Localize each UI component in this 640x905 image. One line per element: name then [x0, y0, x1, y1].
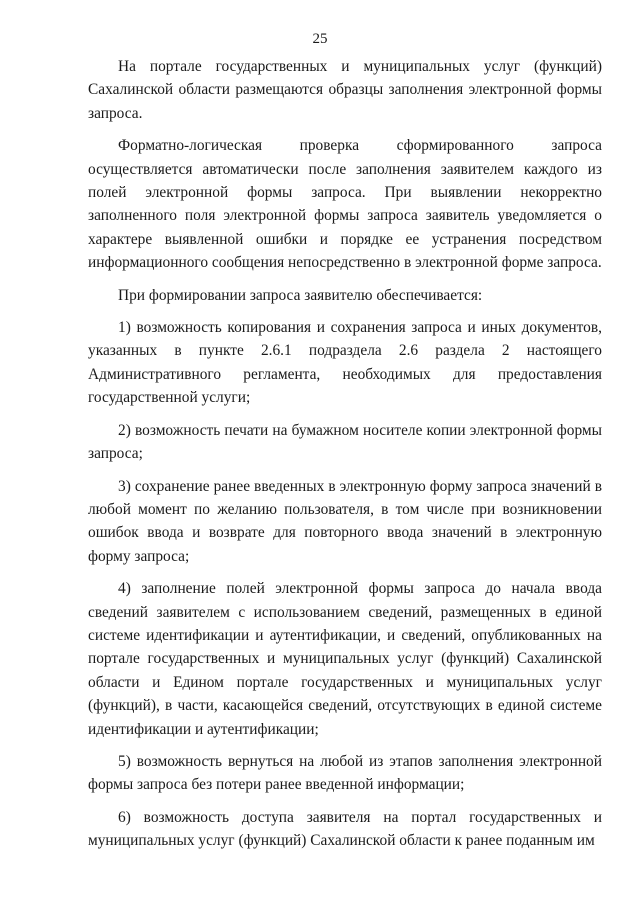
list-item-4-autofill: 4) заполнение полей электронной формы запроса до начала ввода сведений заявителем с использованием сведений, размещенных в единой системе идентификации и аутентификации, и сведений, опубликованных на портале государственных и муниципальных услуг (функций) Сахалинской области и Едином портале государственных и муниципальных услуг (функций), в части, касающейся сведений, отсутствующих в единой системе идентификации и аутентификации; — [88, 580, 602, 738]
list-item-6-portal-access: 6) возможность доступа заявителя на портал государственных и муниципальных услуг (функций) Сахалинской области к ранее поданным им — [88, 808, 602, 850]
page-number: 25 — [312, 31, 328, 47]
list-item-5-return-steps: 5) возможность вернуться на любой из этапов заполнения электронной формы запроса без потери ранее введенной информации; — [88, 752, 602, 794]
document-body — [88, 55, 602, 853]
list-item-1-copy-save: 1) возможность копирования и сохранения запроса и иных документов, указанных в пункте 2.6.1 подраздела 2.6 раздела 2 настоящего Административного регламента, необходимых для предоставления государственной услуги; — [88, 319, 602, 407]
paragraph-request-provisions: При формировании запроса заявителю обеспечивается: — [118, 286, 483, 304]
paragraph-sample-forms: На портале государственных и муниципальных услуг (функций) Сахалинской области размещаются образцы заполнения электронной формы запроса. — [88, 58, 602, 122]
paragraph-format-check: Форматно-логическая проверка сформированного запроса осуществляется автоматически после заполнения заявителем каждого из полей электронной формы запроса. При выявлении некорректно заполненного поля электронной формы запроса заявитель уведомляется о характере выявленной ошибки и порядке ее устранения посредством информационного сообщения непосредственно в электронной форме запроса. — [88, 137, 602, 272]
list-item-3-save-values: 3) сохранение ранее введенных в электронную форму запроса значений в любой момент по желанию пользователя, в том числе при возникновении ошибок ввода и возврате для повторного ввода значений в электронную форму запроса; — [88, 477, 602, 565]
list-item-2-print: 2) возможность печати на бумажном носителе копии электронной формы запроса; — [88, 421, 602, 463]
